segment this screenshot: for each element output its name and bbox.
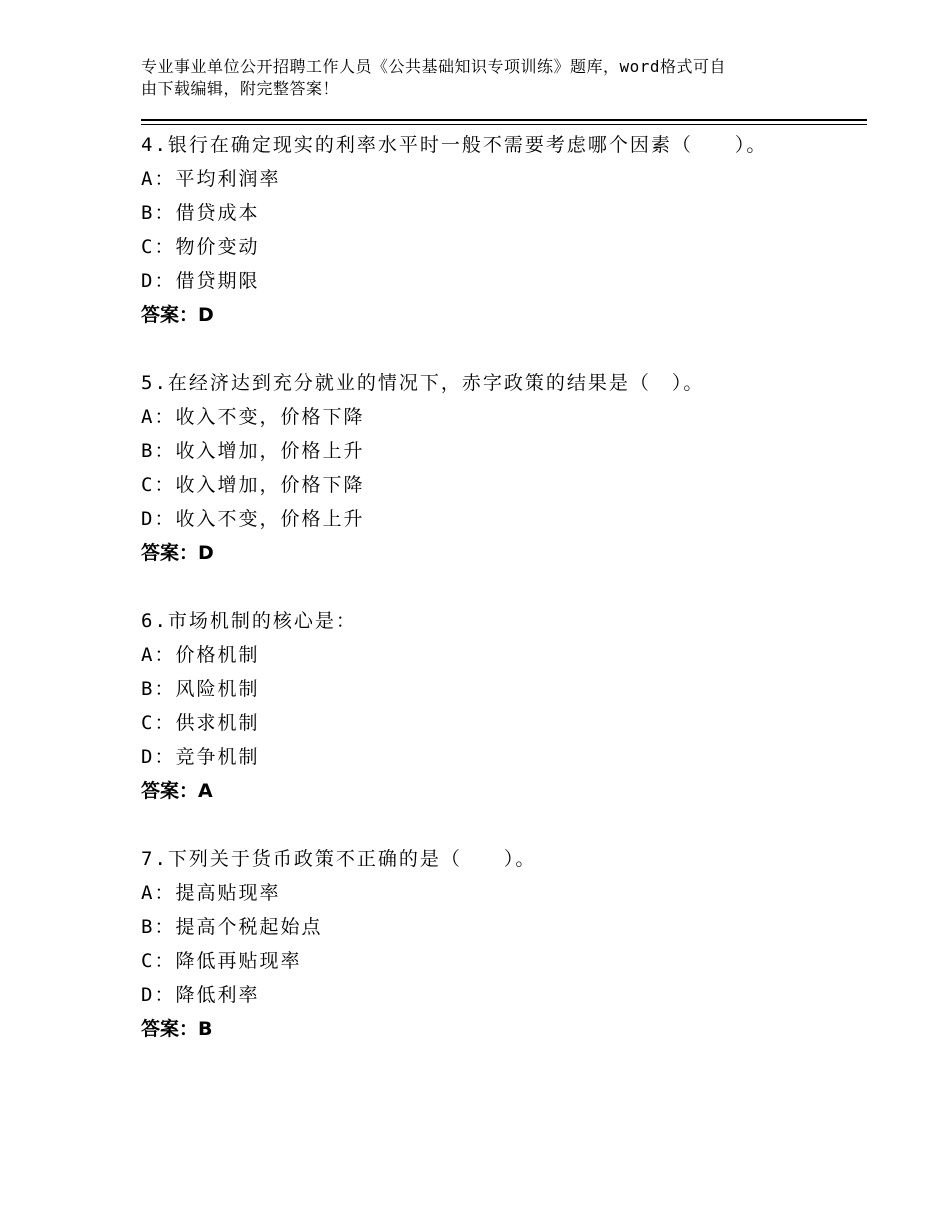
answer-label: 答案： [141,1018,199,1040]
question-list [141,128,867,1080]
option-b: B：收入增加，价格上升 [141,440,365,462]
answer-line [141,298,867,332]
question-4 [141,128,867,332]
question-6 [141,604,867,808]
question-stem: 5.在经济达到充分就业的情况下，赤字政策的结果是（ ）。 [141,372,705,394]
answer-value: D [198,304,214,326]
option-b: B：风险机制 [141,678,260,700]
option-a: A：提高贴现率 [141,882,281,904]
option-d: D：降低利率 [141,984,260,1006]
option-b: B：提高个税起始点 [141,916,323,938]
question-stem: 4.银行在确定现实的利率水平时一般不需要考虑哪个因素（ ）。 [141,134,768,156]
answer-line [141,1012,867,1046]
option-c: C：物价变动 [141,236,260,258]
document-header [141,56,821,100]
option-d: D：收入不变，价格上升 [141,508,365,530]
header-divider-thin [141,124,867,125]
header-line-2: 由下载编辑，附完整答案！ [141,79,340,98]
option-a: A：收入不变，价格下降 [141,406,365,428]
header-line-1: 专业事业单位公开招聘工作人员《公共基础知识专项训练》题库，word格式可自 [141,57,727,76]
answer-line [141,774,867,808]
option-b: B：借贷成本 [141,202,260,224]
answer-value: D [198,542,214,564]
option-d: D：竞争机制 [141,746,260,768]
answer-line [141,536,867,570]
answer-label: 答案： [141,542,199,564]
option-a: A：平均利润率 [141,168,281,190]
question-7 [141,842,867,1046]
question-stem: 7.下列关于货币政策不正确的是（ ）。 [141,848,537,870]
question-stem: 6.市场机制的核心是： [141,610,357,632]
header-divider-thick [141,119,867,121]
option-a: A：价格机制 [141,644,260,666]
option-c: C：降低再贴现率 [141,950,302,972]
answer-label: 答案： [141,780,199,802]
option-c: C：收入增加，价格下降 [141,474,365,496]
answer-label: 答案： [141,304,199,326]
answer-value: A [198,780,213,802]
option-d: D：借贷期限 [141,270,260,292]
option-c: C：供求机制 [141,712,260,734]
answer-value: B [198,1018,213,1040]
question-5 [141,366,867,570]
